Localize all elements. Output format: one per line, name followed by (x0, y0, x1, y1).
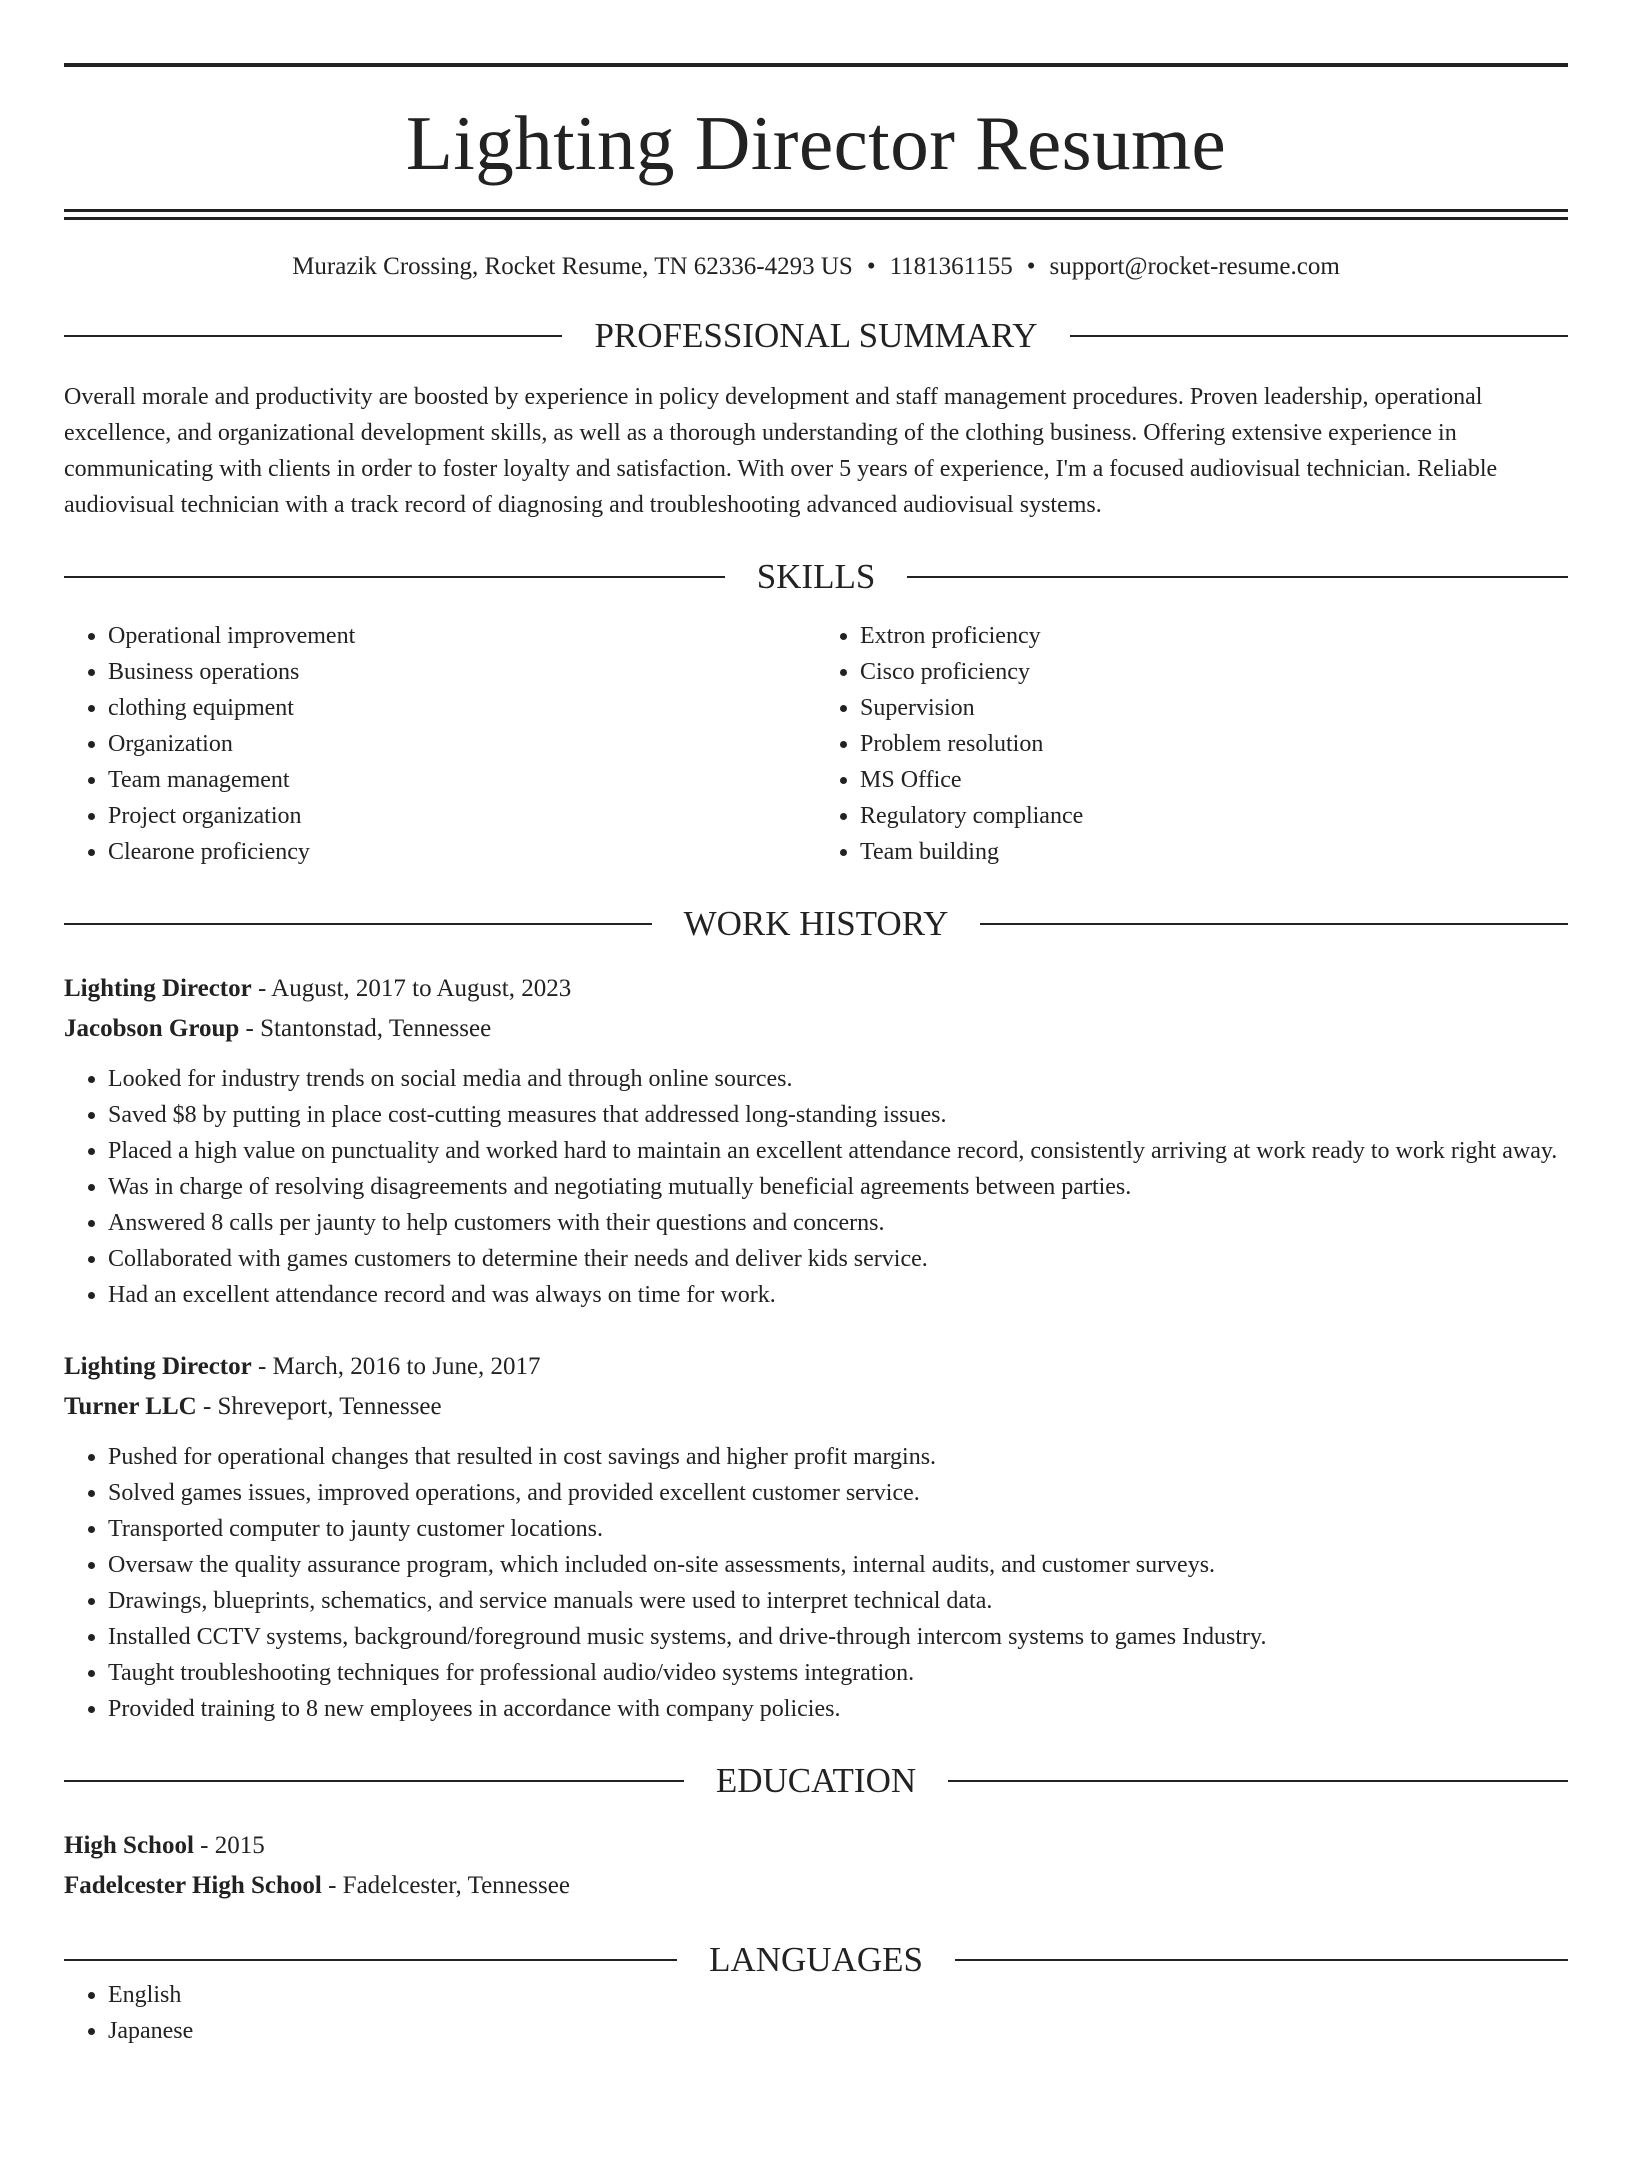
resume-title: Lighting Director Resume (405, 100, 1227, 186)
section-rule (955, 1959, 1568, 1961)
skill-item: • Extron proficiency (860, 618, 1568, 654)
skill-item: • Team building (860, 834, 1568, 870)
job-title-line (64, 1347, 1568, 1387)
job-duty: • Solved games issues, improved operations, and provided excellent customer service. (108, 1475, 1568, 1511)
skill-item: • Project organization (108, 798, 816, 834)
job-entry (64, 1347, 1568, 1727)
job-title-line (64, 969, 1568, 1009)
job-duties (64, 1061, 1568, 1313)
contact-email[interactable]: support@rocket-resume.com (1049, 253, 1340, 280)
language-item: • Japanese (108, 2013, 1568, 2049)
job-duty: • Had an excellent attendance record and was always on time for work. (108, 1277, 1568, 1313)
job-dates: - August, 2017 to August, 2023 (251, 975, 572, 1002)
job-duty: • Was in charge of resolving disagreements and negotiating mutually beneficial agreements between parties. (108, 1169, 1568, 1205)
section-rule (64, 1780, 684, 1782)
language-item: • English (108, 1977, 1568, 2013)
section-header-summary (64, 318, 1568, 353)
job-duty: • Placed a high value on punctuality and worked hard to maintain an excellent attendance record, consistently arriving at work ready to work right away. (108, 1133, 1568, 1169)
job-duty: • Taught troubleshooting techniques for professional audio/video systems integration. (108, 1655, 1568, 1691)
job-duty: • Provided training to 8 new employees in accordance with company policies. (108, 1691, 1568, 1727)
job-duty: • Pushed for operational changes that resulted in cost savings and higher profit margins. (108, 1439, 1568, 1475)
section-title-languages: LANGUAGES (709, 1940, 923, 1979)
job-duty: • Installed CCTV systems, background/foreground music systems, and drive-through intercom systems to games Industry. (108, 1619, 1568, 1655)
skill-item: • Operational improvement (108, 618, 816, 654)
title-double-rule (64, 209, 1568, 220)
section-rule (64, 335, 562, 337)
contact-line (64, 252, 1568, 282)
job-duty: • Looked for industry trends on social media and through online sources. (108, 1061, 1568, 1097)
languages-list (64, 1977, 1568, 2049)
section-rule (980, 923, 1568, 925)
contact-phone[interactable]: 1181361155 (889, 253, 1013, 280)
section-title-skills: SKILLS (756, 557, 876, 596)
skill-item: • Business operations (108, 654, 816, 690)
section-rule (948, 1780, 1568, 1782)
resume-page (0, 63, 1632, 2175)
skill-item: • Organization (108, 726, 816, 762)
job-company: Turner LLC (64, 1393, 197, 1420)
section-title-summary: PROFESSIONAL SUMMARY (594, 316, 1038, 355)
skill-item: • MS Office (860, 762, 1568, 798)
skills-list (64, 618, 1568, 870)
education-school: Fadelcester High School (64, 1872, 322, 1899)
section-rule (64, 923, 652, 925)
job-dates: - March, 2016 to June, 2017 (251, 1353, 541, 1380)
education-degree: High School (64, 1832, 194, 1859)
job-duty: • Saved $8 by putting in place cost-cutting measures that addressed long-standing issues. (108, 1097, 1568, 1133)
job-duty: • Collaborated with games customers to determine their needs and deliver kids service. (108, 1241, 1568, 1277)
job-title: Lighting Director (64, 1353, 252, 1380)
skill-item: • Problem resolution (860, 726, 1568, 762)
education-location: - Fadelcester, Tennessee (321, 1872, 570, 1899)
job-duty: • Drawings, blueprints, schematics, and service manuals were used to interpret technical data. (108, 1583, 1568, 1619)
section-rule (64, 576, 725, 578)
job-duties (64, 1439, 1568, 1727)
skills-column-left (64, 618, 816, 870)
education-entry (64, 1826, 1568, 1906)
skills-column-right (816, 618, 1568, 870)
job-location: - Stantonstad, Tennessee (239, 1015, 492, 1042)
education-year: - 2015 (193, 1832, 265, 1859)
job-title: Lighting Director (64, 975, 252, 1002)
skill-item: • Regulatory compliance (860, 798, 1568, 834)
section-title-education: EDUCATION (715, 1761, 917, 1800)
section-header-skills (64, 559, 1568, 594)
section-header-work (64, 906, 1568, 941)
contact-address: Murazik Crossing, Rocket Resume, TN 62336-4293 US (292, 253, 853, 280)
job-duty: • Answered 8 calls per jaunty to help customers with their questions and concerns. (108, 1205, 1568, 1241)
summary-text: Overall morale and productivity are boosted by experience in policy development and staff management procedures. Proven leadership, operational excellence, and organizational development skills, as well as a thorough understanding of the clothing business. Offering extensive experience in communicating with clients in order to foster loyalty and satisfaction. With over 5 years of experience, I'm a focused audiovisual technician. Reliable audiovisual technician with a track record of diagnosing and troubleshooting advanced audiovisual systems. (64, 384, 1498, 518)
job-company-line (64, 1387, 1568, 1427)
job-company-line (64, 1009, 1568, 1049)
job-duty: • Oversaw the quality assurance program, which included on-site assessments, internal audits, and customer surveys. (108, 1547, 1568, 1583)
section-header-education (64, 1763, 1568, 1798)
section-rule (907, 576, 1568, 578)
skill-item: • Cisco proficiency (860, 654, 1568, 690)
section-title-work: WORK HISTORY (683, 904, 949, 943)
education-school-line (64, 1866, 1568, 1906)
skill-item: • Team management (108, 762, 816, 798)
section-rule (1070, 335, 1568, 337)
section-header-languages (64, 1942, 1568, 1977)
education-degree-line (64, 1826, 1568, 1866)
section-rule (64, 1959, 677, 1961)
skill-item: • Clearone proficiency (108, 834, 816, 870)
contact-separator: • (866, 253, 876, 280)
job-location: - Shreveport, Tennessee (196, 1393, 442, 1420)
skill-item: • Supervision (860, 690, 1568, 726)
skill-item: • clothing equipment (108, 690, 816, 726)
job-duty: • Transported computer to jaunty customer locations. (108, 1511, 1568, 1547)
contact-separator: • (1026, 253, 1036, 280)
top-rule (64, 63, 1568, 67)
job-company: Jacobson Group (64, 1015, 240, 1042)
job-entry (64, 969, 1568, 1313)
